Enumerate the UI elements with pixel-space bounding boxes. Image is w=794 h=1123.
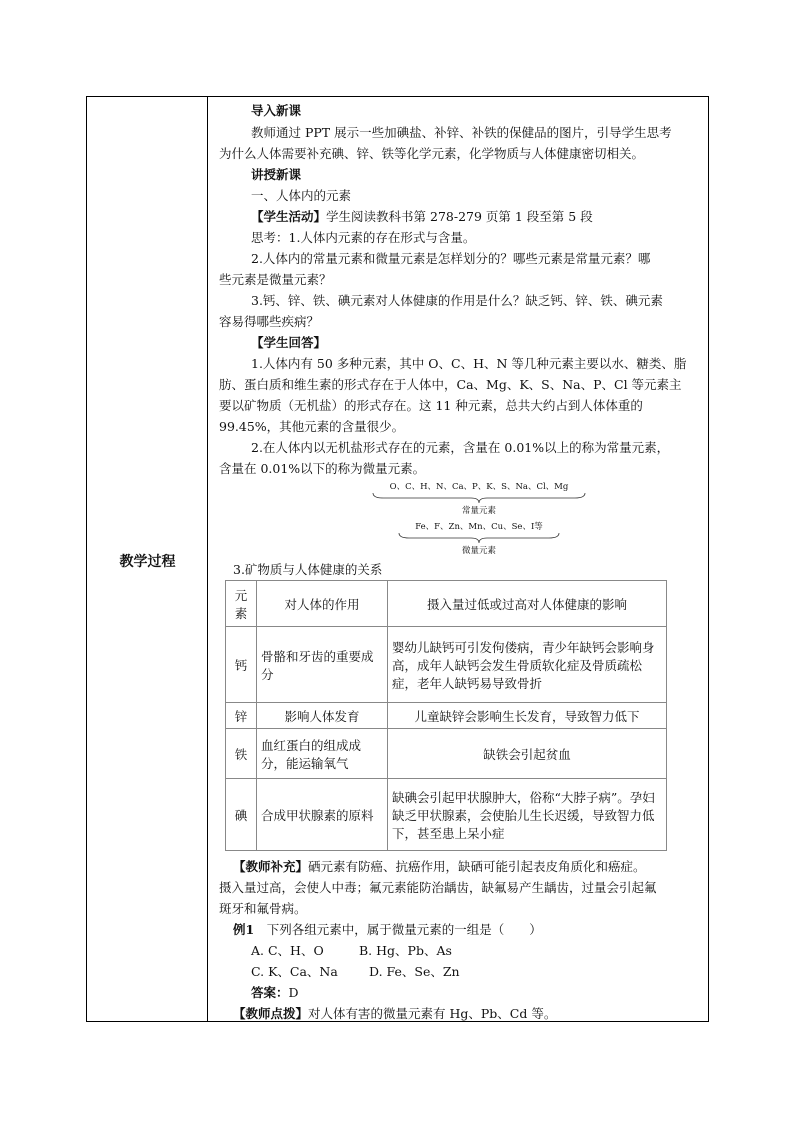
text-line: 肪、蛋白质和维生素的形式存在于人体中，Ca、Mg、K、S、Na、P、Cl 等元素主 bbox=[219, 377, 682, 392]
text-line: 斑牙和氟骨病。 bbox=[219, 901, 307, 916]
effect-cell: 婴幼儿缺钙可引发佝偻病，青少年缺钙会影响身高，成年人缺钙会发生骨质软化症及骨质疏松症，老年人缺钙易导致骨折 bbox=[388, 627, 667, 703]
text-line: 些元素是微量元素？ bbox=[219, 272, 332, 287]
table-header-row bbox=[226, 581, 667, 627]
option-a: A. C、H、O bbox=[251, 943, 324, 958]
brace-icon bbox=[369, 492, 589, 504]
answer-value: D bbox=[288, 985, 299, 1000]
text-line: 2.在人体内以无机盐形式存在的元素，含量在 0.01%以上的称为常量元素， bbox=[251, 440, 670, 455]
example-question bbox=[233, 920, 542, 938]
element-cell: 钙 bbox=[226, 627, 257, 703]
teacher-tip-line bbox=[233, 1004, 556, 1022]
element-cell: 碘 bbox=[226, 779, 257, 851]
role-cell: 影响人体发育 bbox=[257, 703, 388, 729]
major-elements-list: O、C、H、N、Ca、P、K、S、Na、Cl、Mg bbox=[389, 482, 569, 492]
text-span: 对人体有害的微量元素有 Hg、Pb、Cd 等。 bbox=[308, 1006, 557, 1021]
header-cell: 对人体的作用 bbox=[257, 581, 388, 627]
heading-intro: 导入新课 bbox=[251, 103, 302, 118]
text-line: 3.钙、锌、铁、碘元素对人体健康的作用是什么？缺乏钙、锌、铁、碘元素 bbox=[251, 293, 663, 308]
tag-student-activity: 【学生活动】 bbox=[251, 209, 327, 224]
text-line: 1.人体内有 50 多种元素，其中 O、C、H、N 等几种元素主要以水、糖类、脂 bbox=[251, 356, 687, 371]
effect-cell: 缺碘会引起甲状腺肿大，俗称“大脖子病”。孕妇缺乏甲状腺素，会使胎儿生长迟缓，导致智力低下，甚至患上呆小症 bbox=[388, 779, 667, 851]
header-cell: 摄入量过低或过高对人体健康的影响 bbox=[388, 581, 667, 627]
major-elements-label: 常量元素 bbox=[461, 506, 496, 516]
text-line: 容易得哪些疾病？ bbox=[219, 314, 320, 329]
role-cell: 骨骼和牙齿的重要成分 bbox=[257, 627, 388, 703]
brace-icon bbox=[369, 532, 589, 544]
trace-elements-list: Fe、F、Zn、Mn、Cu、Se、I等 bbox=[415, 522, 543, 532]
option-d: D. Fe、Se、Zn bbox=[369, 964, 460, 979]
left-column bbox=[87, 97, 208, 1021]
answer-label: 答案： bbox=[251, 985, 289, 1000]
element-cell: 锌 bbox=[226, 703, 257, 729]
effect-cell: 缺铁会引起贫血 bbox=[388, 729, 667, 779]
option-b: B. Hg、Pb、As bbox=[359, 943, 452, 958]
table-row bbox=[226, 779, 667, 851]
text-span: 硒元素有防癌、抗癌作用，缺硒可能引起表皮角质化和癌症。 bbox=[308, 859, 646, 874]
text-line: 摄入量过高，会使人中毒；氟元素能防治龋齿，缺氟易产生龋齿，过量会引起氟 bbox=[219, 880, 657, 895]
heading-student-answer: 【学生回答】 bbox=[251, 335, 327, 350]
trace-elements-brace bbox=[369, 520, 589, 556]
text-line: 2.人体内的常量元素和微量元素是怎样划分的？哪些元素是常量元素？哪 bbox=[251, 251, 651, 266]
effect-cell: 儿童缺锌会影响生长发育，导致智力低下 bbox=[388, 703, 667, 729]
header-cell: 元素 bbox=[226, 581, 257, 627]
text-line: 为什么人体需要补充碘、锌、铁等化学元素，化学物质与人体健康密切相关。 bbox=[219, 146, 645, 161]
text-span: 学生阅读教科书第 278-279 页第 1 段至第 5 段 bbox=[326, 209, 593, 224]
text-line: 一、人体内的元素 bbox=[251, 188, 352, 203]
example-number: 例1 bbox=[233, 922, 255, 937]
table-title: 3.矿物质与人体健康的关系 bbox=[233, 562, 383, 577]
answer-line bbox=[251, 983, 299, 1001]
student-activity-line bbox=[251, 207, 593, 225]
teacher-supplement-line bbox=[233, 857, 646, 875]
heading-new-lesson: 讲授新课 bbox=[251, 167, 302, 182]
table-row bbox=[226, 627, 667, 703]
major-elements-brace bbox=[369, 480, 589, 516]
lesson-table bbox=[86, 96, 709, 1022]
element-cell: 铁 bbox=[226, 729, 257, 779]
text-line: 要以矿物质（无机盐）的形式存在。这 11 种元素，总共大约占到人体体重的 bbox=[219, 398, 643, 413]
tag-teacher-supplement: 【教师补充】 bbox=[233, 859, 309, 874]
minerals-health-table bbox=[225, 580, 667, 851]
table-row bbox=[226, 703, 667, 729]
text-line: 思考：1.人体内元素的存在形式与含量。 bbox=[251, 230, 476, 245]
role-cell: 合成甲状腺素的原料 bbox=[257, 779, 388, 851]
role-cell: 血红蛋白的组成成分，能运输氧气 bbox=[257, 729, 388, 779]
question-text: 下列各组元素中，属于微量元素的一组是（ ） bbox=[266, 922, 542, 937]
table-row bbox=[226, 729, 667, 779]
trace-elements-label: 微量元素 bbox=[461, 546, 496, 556]
section-label: 教学过程 bbox=[119, 554, 176, 570]
text-line: 含量在 0.01%以下的称为微量元素。 bbox=[219, 461, 426, 476]
text-line: 教师通过 PPT 展示一些加碘盐、补锌、补铁的保健品的图片，引导学生思考 bbox=[251, 125, 672, 140]
tag-teacher-tip: 【教师点拨】 bbox=[233, 1006, 309, 1021]
text-line: 99.45%，其他元素的含量很少。 bbox=[219, 419, 405, 434]
option-c: C. K、Ca、Na bbox=[251, 964, 338, 979]
